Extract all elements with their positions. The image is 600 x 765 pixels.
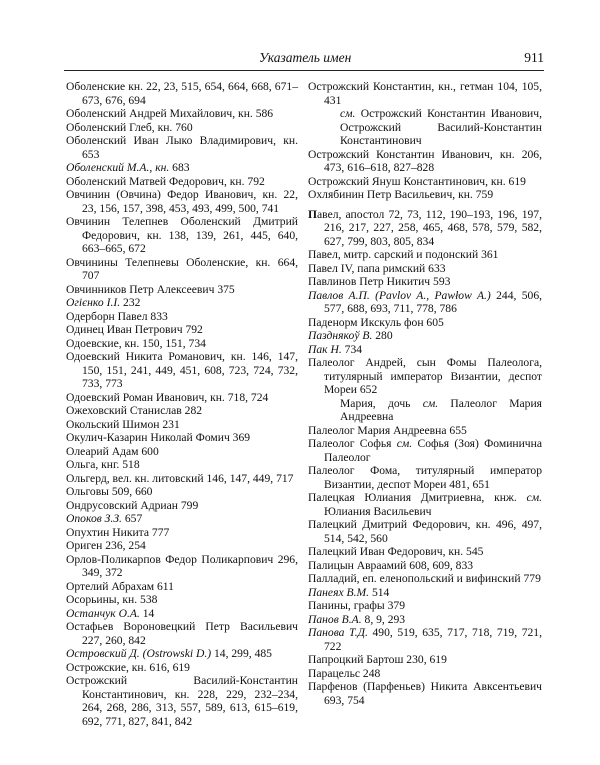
entry-name: Парфенов (Парфеньев) Никита Авксентьевич [308, 680, 542, 693]
index-entry [66, 526, 298, 540]
entry-name: Пак Н. [308, 342, 342, 356]
page-references: 518 [119, 458, 140, 471]
entry-name: Огiєнко I.I. [66, 296, 121, 309]
entry-name: Орлов-Поликарпов Федор Поликарпович [66, 552, 274, 566]
page-references: 248 [360, 666, 381, 680]
index-entry [66, 580, 298, 594]
entry-name: Ориген [66, 539, 103, 552]
index-entry [308, 599, 542, 613]
index-entry [66, 188, 298, 215]
entry-name: Оболенский Глеб, кн. [66, 120, 173, 134]
entry-name: Окулич-Казарин Николай Фомич [66, 431, 230, 444]
page-references: 228, 229, 232–234, 264, 268, 286, 313, 557, 589, 613, 615–619, 692, 771, 827, 841, 842 [82, 687, 298, 728]
index-entry [66, 593, 298, 607]
entry-name: Ожеховский Станислав [66, 404, 182, 417]
page-references: 619 [505, 174, 526, 188]
see-reference: см. [396, 437, 413, 450]
page-references: 496, 497, 514, 542, 560 [324, 518, 542, 545]
entry-name: Острожские, кн. [66, 660, 147, 674]
page-references: 227, 260, 842 [82, 633, 146, 647]
page-references: 230, 619 [403, 653, 447, 666]
entry-name: Окольский Шимон [66, 417, 160, 431]
page-references: 657 [121, 512, 143, 525]
entry-target: Юлиания Васильевич [324, 504, 432, 518]
index-entry [308, 356, 542, 397]
entry-name: Овчинин Телепнев Оболенский Дмитрий Федорович, кн. [66, 215, 298, 242]
page-references: 652 [356, 383, 378, 396]
index-column-right [308, 80, 542, 707]
page-references: 150, 151, 734 [139, 336, 206, 350]
index-entry [66, 485, 298, 499]
page-references: 369 [229, 431, 251, 444]
page-references: 514 [369, 585, 390, 599]
page-references: 490, 519, 635, 717, 718, 719, 721, 722 [324, 626, 542, 653]
index-entry [308, 613, 542, 627]
index-entry [66, 418, 298, 432]
index-entry [308, 667, 542, 681]
index-entry [66, 445, 298, 459]
page-references: 296, 349, 372 [82, 552, 298, 579]
entry-name: Панины, графы [308, 599, 385, 612]
entry-name: Павлинов Петр Никитич [308, 275, 431, 288]
entry-name: Оболенский Иван Лыко Владимирович, кн. [66, 134, 298, 147]
entry-name: Папроцкий Бартош [308, 653, 404, 666]
page-references: 777 [149, 525, 170, 539]
page-references: 146, 147, 150, 151, 241, 449, 451, 608, 723, 724, 732, 733, 773 [82, 350, 298, 390]
page-references: 481, 651 [446, 477, 490, 491]
page-references: 653 [82, 147, 100, 161]
index-entry [308, 464, 542, 491]
entry-target: Палеолог Мария Андреевна [340, 396, 543, 423]
page-references: 22, 23, 515, 654, 664, 668, 671–673, 676, 694 [82, 80, 298, 107]
page-references: 146, 147, 449, 717 [203, 471, 294, 485]
entry-name: Палецкий Дмитрий Федорович, кн. [308, 518, 491, 531]
page-references: 206, 473, 616–618, 827–828 [324, 147, 543, 174]
page-references: 236, 254 [102, 539, 146, 552]
index-entry [66, 431, 298, 445]
index-entry [308, 188, 542, 202]
running-header [64, 50, 544, 70]
entry-name: Ольга, кнг. [66, 458, 120, 471]
entry-name: Одоевский Роман Иванович, кн. [66, 390, 225, 404]
index-cross-reference [308, 107, 542, 148]
entry-name: Ондрусовский Адриан [66, 498, 178, 512]
page-references: 138, 139, 261, 445, 640, 663–665, 672 [82, 228, 299, 255]
index-entry [308, 208, 542, 249]
entry-name: Опоков З.З. [66, 512, 122, 525]
index-entry [66, 256, 298, 283]
page-references: 586 [252, 107, 274, 120]
index-entry [308, 262, 542, 276]
index-entry [308, 316, 542, 330]
page-references: 611 [154, 579, 174, 593]
entry-name: Островский Д. (Ostrowski D.) [66, 647, 212, 660]
entry-name: Острожский Януш Константинович, кн. [308, 174, 506, 188]
index-entry [66, 620, 298, 647]
index-entry [308, 148, 542, 175]
page-references: 664, 707 [82, 255, 299, 282]
page-references: 8, 9, 293 [361, 612, 406, 626]
page-references: 545 [463, 545, 484, 558]
entry-name: Пазднякоў В. [308, 329, 373, 342]
index-entry [66, 107, 298, 121]
index-entry [308, 559, 542, 573]
page-references: 792 [244, 174, 265, 188]
entry-name: Панов В.А. [308, 612, 362, 626]
entry-name: Палецкий Иван Федорович, кн. [308, 545, 464, 558]
index-cross-reference [308, 397, 542, 424]
page-number: 911 [524, 50, 544, 65]
entry-name: Овчинников Петр Алексеевич [66, 282, 215, 296]
page-references: 280 [372, 329, 393, 342]
entry-name: Палладий, еп. еленопольский и вифинский [308, 572, 521, 585]
entry-name: Оболенский Матвей Федорович, кн. [66, 174, 245, 188]
page-references: 22, 23, 156, 157, 398, 453, 493, 499, 500, 741 [82, 188, 299, 215]
page-references: 231 [159, 417, 180, 431]
entry-name: Одерборн Павел [66, 309, 148, 323]
entry-name: Одоевские, кн. [66, 336, 140, 350]
page-references: 600 [138, 444, 159, 458]
page-references: 375 [214, 282, 235, 296]
entry-name: Острожский Василий-Константин Константинович, кн. [66, 674, 298, 701]
page-references: 282 [181, 404, 203, 417]
page-references: 633 [425, 261, 446, 275]
entry-name: Ортелий Абрахам [66, 579, 155, 593]
entry-name: Мария, дочь [340, 396, 423, 410]
entry-name: Оболенские кн. [66, 80, 144, 93]
index-entry [308, 491, 542, 518]
index-entry [66, 296, 298, 310]
index-entry [66, 215, 298, 256]
index-entry [66, 472, 298, 486]
page-references: 779 [520, 572, 541, 585]
index-entry [66, 512, 298, 526]
index-column-left [66, 80, 298, 728]
index-entry [308, 545, 542, 559]
entry-name: Овчинины Телепневы Оболенские, кн. [66, 255, 271, 269]
entry-name: Павел IV, папа римский [308, 261, 426, 275]
entry-name: Острожский Константин Иванович, кн. [308, 147, 515, 161]
entry-name: Охлябинин Петр Васильевич, кн. [308, 188, 473, 201]
page-references: 14 [139, 606, 155, 620]
header-title: Указатель имен [259, 50, 352, 65]
entry-target: Острожский Константин Иванович, Острожский Василий-Константин Константинович [340, 107, 542, 147]
index-entry [308, 343, 542, 357]
entry-initial: П [308, 207, 318, 221]
entry-name: Оболенский Андрей Михайлович, кн. [66, 107, 253, 120]
entry-name: Ольгерд, вел. кн. литовский [66, 471, 204, 485]
entry-name: Павлов А.П. (Pavlov A., Pawłow A.) [308, 288, 491, 302]
page-references: 608, 609, 833 [406, 558, 474, 572]
index-entry [66, 323, 298, 337]
index-entry [308, 248, 542, 262]
entry-name: Осорьины, кн. [66, 593, 138, 606]
entry-name: Овчинин (Овчина) Федор Иванович, кн. [66, 188, 278, 201]
index-entry [308, 572, 542, 586]
index-entry [66, 350, 298, 391]
index-entry [308, 518, 542, 545]
page-references: 833 [147, 309, 168, 323]
page-references: 792 [182, 323, 203, 336]
index-entry [308, 437, 542, 464]
index-entry [308, 626, 542, 653]
index-entry [308, 424, 542, 438]
index-entry [66, 539, 298, 553]
entry-name: Палецкая Юлиания Дмитриевна, кнж. [308, 491, 527, 504]
index-entry [308, 289, 542, 316]
index-entry [66, 647, 298, 661]
page-references: 693, 754 [324, 693, 365, 707]
page-references: 799 [177, 498, 199, 512]
entry-name: Останчук О.А. [66, 606, 140, 620]
page-references: 605 [423, 315, 444, 329]
index-entry [308, 329, 542, 343]
entry-name: Паденорм Икскуль фон [308, 315, 424, 329]
page-references: 361 [478, 248, 499, 261]
index-entry [308, 80, 542, 107]
see-reference: см. [526, 491, 542, 504]
entry-name: Панеях В.М. [308, 585, 370, 599]
see-reference: см. [422, 396, 439, 410]
entry-name: Ольговы [66, 485, 109, 498]
index-entry [66, 404, 298, 418]
index-entry [66, 310, 298, 324]
page-references: 232 [120, 296, 141, 309]
page-references: 655 [446, 423, 467, 437]
entry-name: Парацельс [308, 666, 361, 680]
page-references: 760 [172, 120, 193, 134]
entry-name: Палеолог Мария Андреевна [308, 423, 447, 437]
index-entry [66, 391, 298, 405]
index-entry [66, 661, 298, 675]
entry-name: Остафьев Вороновецкий Петр Васильевич [66, 620, 298, 633]
index-entry [66, 121, 298, 135]
index-entry [66, 337, 298, 351]
index-entry [66, 499, 298, 513]
index-entry [308, 175, 542, 189]
page-references: 104, 105, 431 [324, 80, 542, 107]
entry-name: Олеарий Адам [66, 444, 139, 458]
see-reference: см. [340, 107, 356, 120]
index-entry [308, 680, 542, 707]
entry-name: Острожский Константин, кн., гетман [308, 80, 494, 93]
page-references: 244, 506, 577, 688, 693, 711, 778, 786 [324, 288, 543, 315]
index-entry [66, 607, 298, 621]
index-entry [308, 586, 542, 600]
index-entry [66, 674, 298, 728]
index-entry [66, 553, 298, 580]
index-entry [66, 80, 298, 107]
entry-name: Палеолог Фома, титулярный император Византии, деспот Мореи [308, 464, 542, 491]
entry-name: Павел, митр. сарский и подонский [308, 248, 479, 261]
entry-name: Панова Т.Д. [308, 626, 368, 639]
page-references: 593 [430, 275, 451, 288]
page-references: 14, 299, 485 [211, 647, 272, 660]
index-entry [66, 161, 298, 175]
entry-name: Одинец Иван Петрович [66, 323, 183, 336]
page-references: 718, 724 [224, 390, 269, 404]
page-references: 72, 73, 112, 190–193, 196, 197, 216, 217, 227, 258, 465, 468, 578, 579, 582, 627, 799, 803, 805, 834 [324, 207, 542, 248]
entry-name: Одоевский Никита Романович, кн. [66, 350, 246, 363]
page-references: 616, 619 [146, 660, 190, 674]
entry-name: Палеолог Андрей, сын Фомы Палеолога, титулярный император Византии, деспот Мореи [308, 356, 542, 396]
entry-name: авел, апостол [317, 207, 385, 221]
index-entry [66, 134, 298, 161]
page-references: 538 [137, 593, 158, 606]
page-references: 759 [472, 188, 494, 201]
index-entry [308, 275, 542, 289]
page-references: 683 [169, 161, 190, 174]
page-references: 379 [384, 599, 406, 612]
header-rule [64, 70, 544, 71]
entry-name: Опухтин Никита [66, 525, 150, 539]
index-entry [66, 283, 298, 297]
page-references: 509, 660 [108, 485, 153, 498]
entry-target: Софья (Зоя) Фоминична Палеолог [324, 437, 542, 464]
index-entry [66, 458, 298, 472]
entry-name: Палицын Авраамий [308, 558, 407, 572]
index-entry [66, 175, 298, 189]
page-references: 734 [341, 342, 363, 356]
index-entry [308, 653, 542, 667]
entry-name: Палеолог Софья [308, 437, 397, 450]
entry-name: Оболенский М.А., кн. [66, 161, 170, 174]
